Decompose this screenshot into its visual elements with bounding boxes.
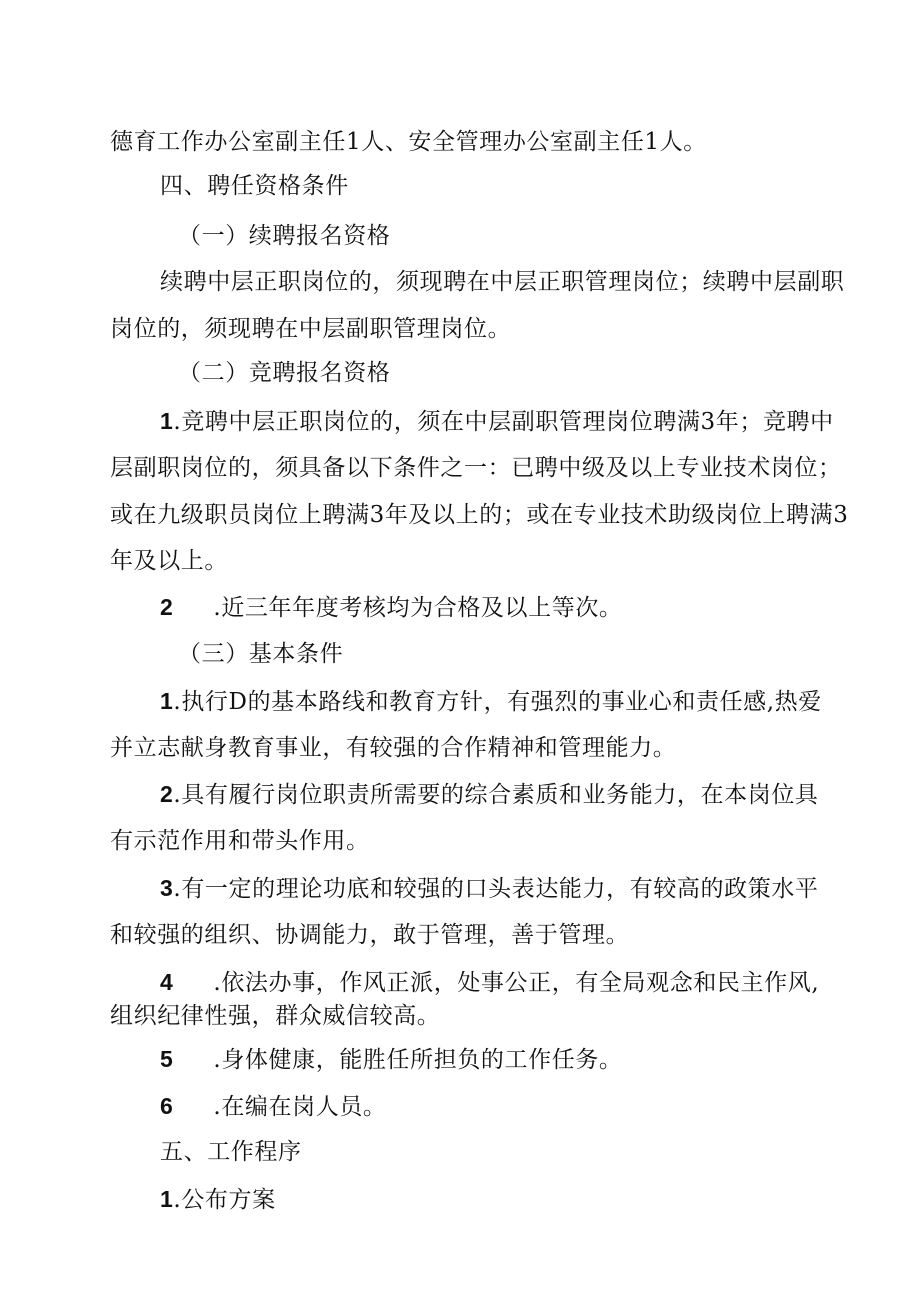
- subheading-2: （二）竞聘报名资格: [178, 360, 391, 386]
- section-heading-4: 四、聘任资格条件: [160, 173, 349, 199]
- item-number: 3: [160, 875, 174, 901]
- subheading-3: （三）基本条件: [178, 641, 344, 667]
- item-number: 2: [160, 594, 174, 620]
- text-line-renew-1: 续聘中层正职岗位的，须现聘在中层正职管理岗位；续聘中层副职: [160, 269, 845, 295]
- text-line-1: 德育工作办公室副主任1人、安全管理办公室副主任1人。: [110, 129, 707, 155]
- list-item-basic-1: 1.执行D的基本路线和教育方针，有强烈的事业心和责任感,热爱: [160, 688, 822, 715]
- item-number: 1: [160, 1186, 174, 1212]
- list-item-basic-5: 5 .身体健康，能胜任所担负的工作任务。: [160, 1046, 623, 1073]
- text-line-basic-3b: 和较强的组织、协调能力，敢于管理，善于管理。: [110, 922, 630, 948]
- list-item-procedure-1: 1.公布方案: [160, 1186, 276, 1213]
- item-number: 1: [160, 688, 174, 714]
- item-number: 4: [160, 969, 174, 995]
- list-item-basic-4: 4 .依法办事，作风正派，处事公正，有全局观念和民主作风,: [160, 969, 820, 996]
- text-line-basic-2b: 有示范作用和带头作用。: [110, 828, 370, 854]
- text-line-compete-2: 层副职岗位的，须具备以下条件之一：已聘中级及以上专业技术岗位；: [110, 455, 842, 481]
- item-number: 5: [160, 1046, 174, 1072]
- list-item-basic-6: 6 .在编在岗人员。: [160, 1093, 387, 1120]
- text-line-compete-3: 或在九级职员岗位上聘满3年及以上的；或在专业技术助级岗位上聘满3: [110, 502, 849, 528]
- section-heading-5: 五、工作程序: [160, 1139, 302, 1165]
- text-line-renew-2: 岗位的，须现聘在中层副职管理岗位。: [110, 316, 512, 342]
- subheading-1: （一）续聘报名资格: [178, 223, 391, 249]
- list-item-compete-1: 1.竞聘中层正职岗位的，须在中层副职管理岗位聘满3年；竞聘中: [160, 408, 834, 435]
- list-item-basic-3: 3.有一定的理论功底和较强的口头表达能力，有较高的政策水平: [160, 875, 819, 902]
- text-line-basic-1b: 并立志献身教育事业，有较强的合作精神和管理能力。: [110, 735, 677, 761]
- text-line-compete-4: 年及以上。: [110, 548, 228, 574]
- text-line-basic-4b: 组织纪律性强，群众威信较高。: [110, 1003, 441, 1029]
- list-item-basic-2: 2.具有履行岗位职责所需要的综合素质和业务能力，在本岗位具: [160, 781, 819, 808]
- item-number: 2: [160, 781, 174, 807]
- item-number: 1: [160, 408, 174, 434]
- item-number: 6: [160, 1093, 174, 1119]
- list-item-compete-2: 2 .近三年年度考核均为合格及以上等次。: [160, 594, 623, 621]
